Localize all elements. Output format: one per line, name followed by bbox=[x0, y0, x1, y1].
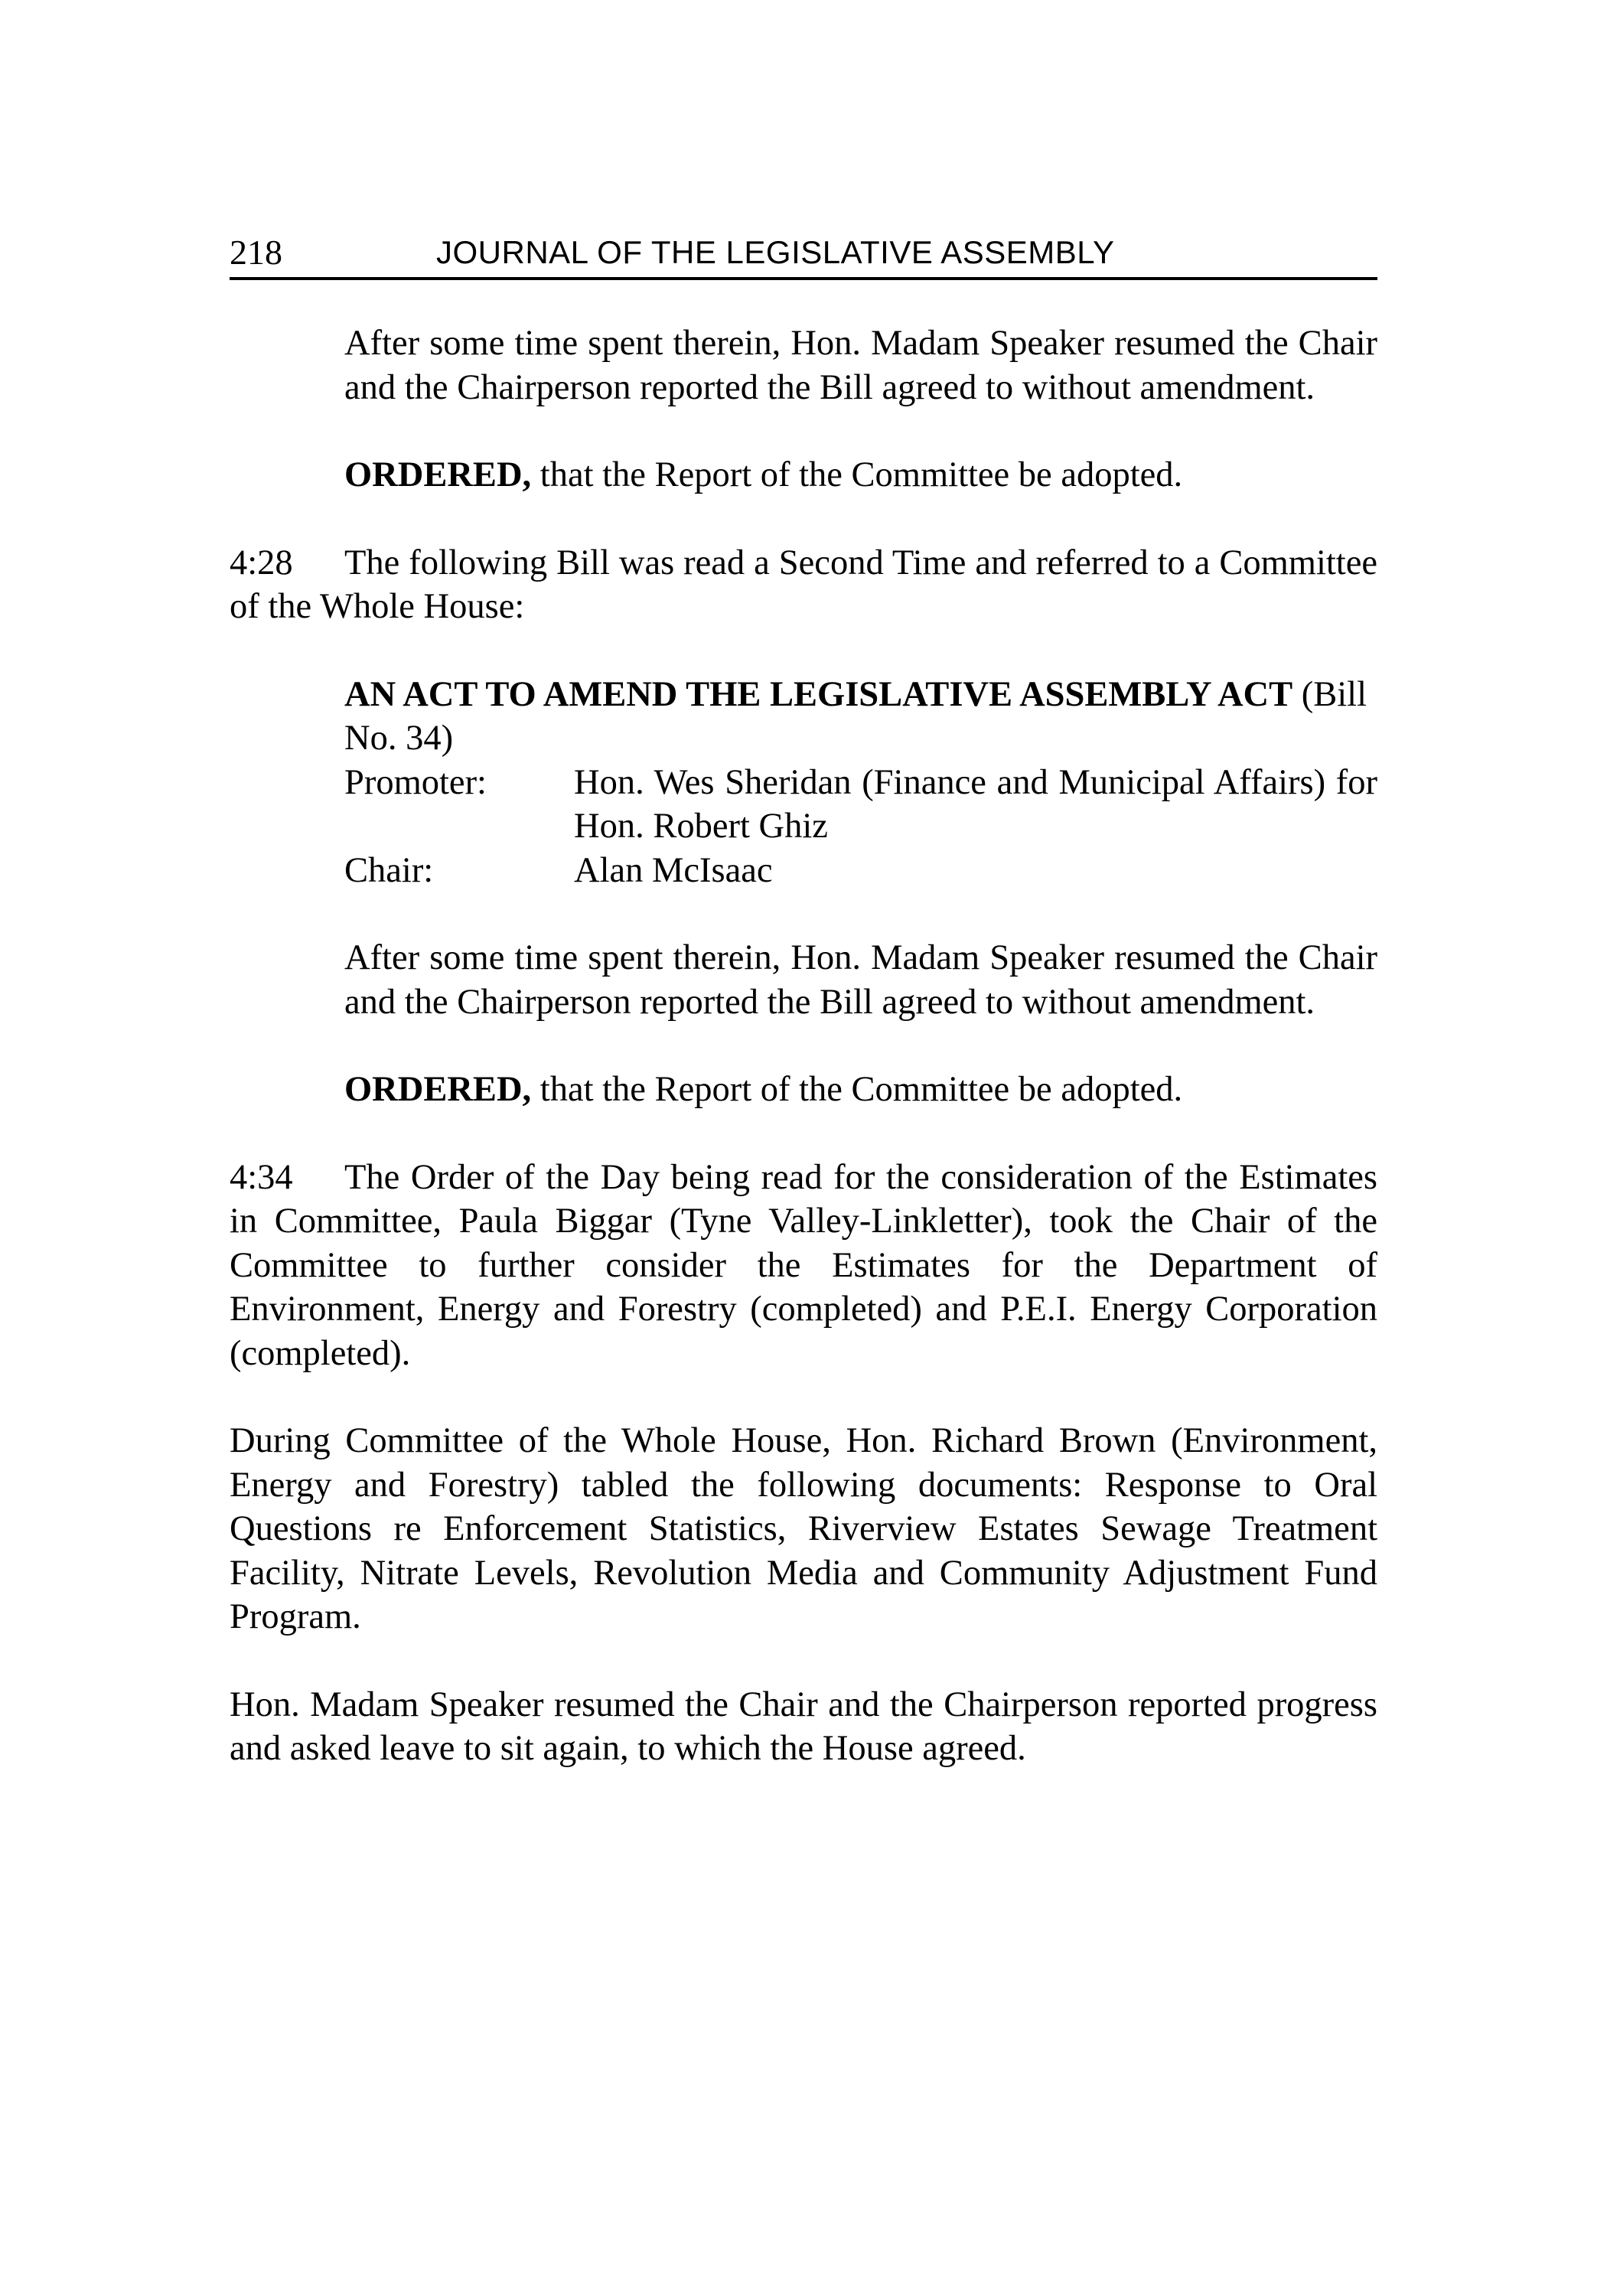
promoter-row bbox=[344, 761, 1377, 849]
journal-body bbox=[230, 321, 1377, 1771]
tabled-documents-paragraph: During Committee of the Whole House, Hon. Richard Brown (Environment, Energy and Forestry) tabled the following documents: Response to Oral Questions re Enforcement Statistics, Riverview Estates Sewage Treatment Facility, Nitrate Levels, Revolution Media and Community Adjustment Fund Program. bbox=[230, 1421, 1377, 1636]
progress-report-paragraph: Hon. Madam Speaker resumed the Chair and the Chairperson reported progress and asked leave to sit again, to which the House agreed. bbox=[230, 1684, 1377, 1768]
ordered-paragraph-2 bbox=[344, 1068, 1377, 1112]
ordered-label-2: ORDERED, bbox=[344, 1070, 532, 1109]
item-4-34 bbox=[230, 1156, 1377, 1376]
item-time-4-34: 4:34 bbox=[230, 1157, 293, 1197]
chair-label: Chair: bbox=[344, 850, 434, 890]
running-head: JOURNAL OF THE LEGISLATIVE ASSEMBLY bbox=[436, 234, 1115, 270]
item-time-4-28: 4:28 bbox=[230, 543, 293, 582]
chair-row bbox=[344, 849, 1377, 893]
item-text-4-34: The Order of the Day being read for the consideration of the Estimates in Committee, Paula Biggar (Tyne Valley-Linkletter), took the Chair of the Committee to further consider the Estimates for the Department of Environment, Energy and Forestry (completed) and P.E.I. Energy Corporation (completed). bbox=[230, 1157, 1377, 1373]
committee-report-paragraph-2: After some time spent therein, Hon. Madam Speaker resumed the Chair and the Chairperson reported the Bill agreed to without amendment. bbox=[344, 938, 1377, 1022]
committee-report-paragraph-1: After some time spent therein, Hon. Madam Speaker resumed the Chair and the Chairperson reported the Bill agreed to without amendment. bbox=[344, 324, 1377, 407]
page-number: 218 bbox=[230, 233, 282, 272]
bill-title: AN ACT TO AMEND THE LEGISLATIVE ASSEMBLY ACT bbox=[344, 674, 1293, 714]
page-header bbox=[230, 230, 1377, 280]
promoter-label: Promoter: bbox=[344, 762, 487, 802]
ordered-label-1: ORDERED, bbox=[344, 455, 532, 494]
ordered-text-2: that the Report of the Committee be adopted. bbox=[531, 1070, 1183, 1109]
item-text-4-28: The following Bill was read a Second Time and referred to a Committee of the Whole House: bbox=[230, 543, 1377, 626]
bill-heading bbox=[344, 673, 1377, 761]
chair-value: Alan McIsaac bbox=[574, 850, 773, 890]
ordered-paragraph-1 bbox=[344, 453, 1377, 497]
bill-number: (Bill No. 34) bbox=[344, 674, 1367, 758]
ordered-text-1: that the Report of the Committee be adopted. bbox=[531, 455, 1183, 494]
bill-block bbox=[344, 673, 1377, 893]
promoter-value: Hon. Wes Sheridan (Finance and Municipal Affairs) for Hon. Robert Ghiz bbox=[574, 762, 1377, 846]
item-4-28 bbox=[230, 541, 1377, 629]
